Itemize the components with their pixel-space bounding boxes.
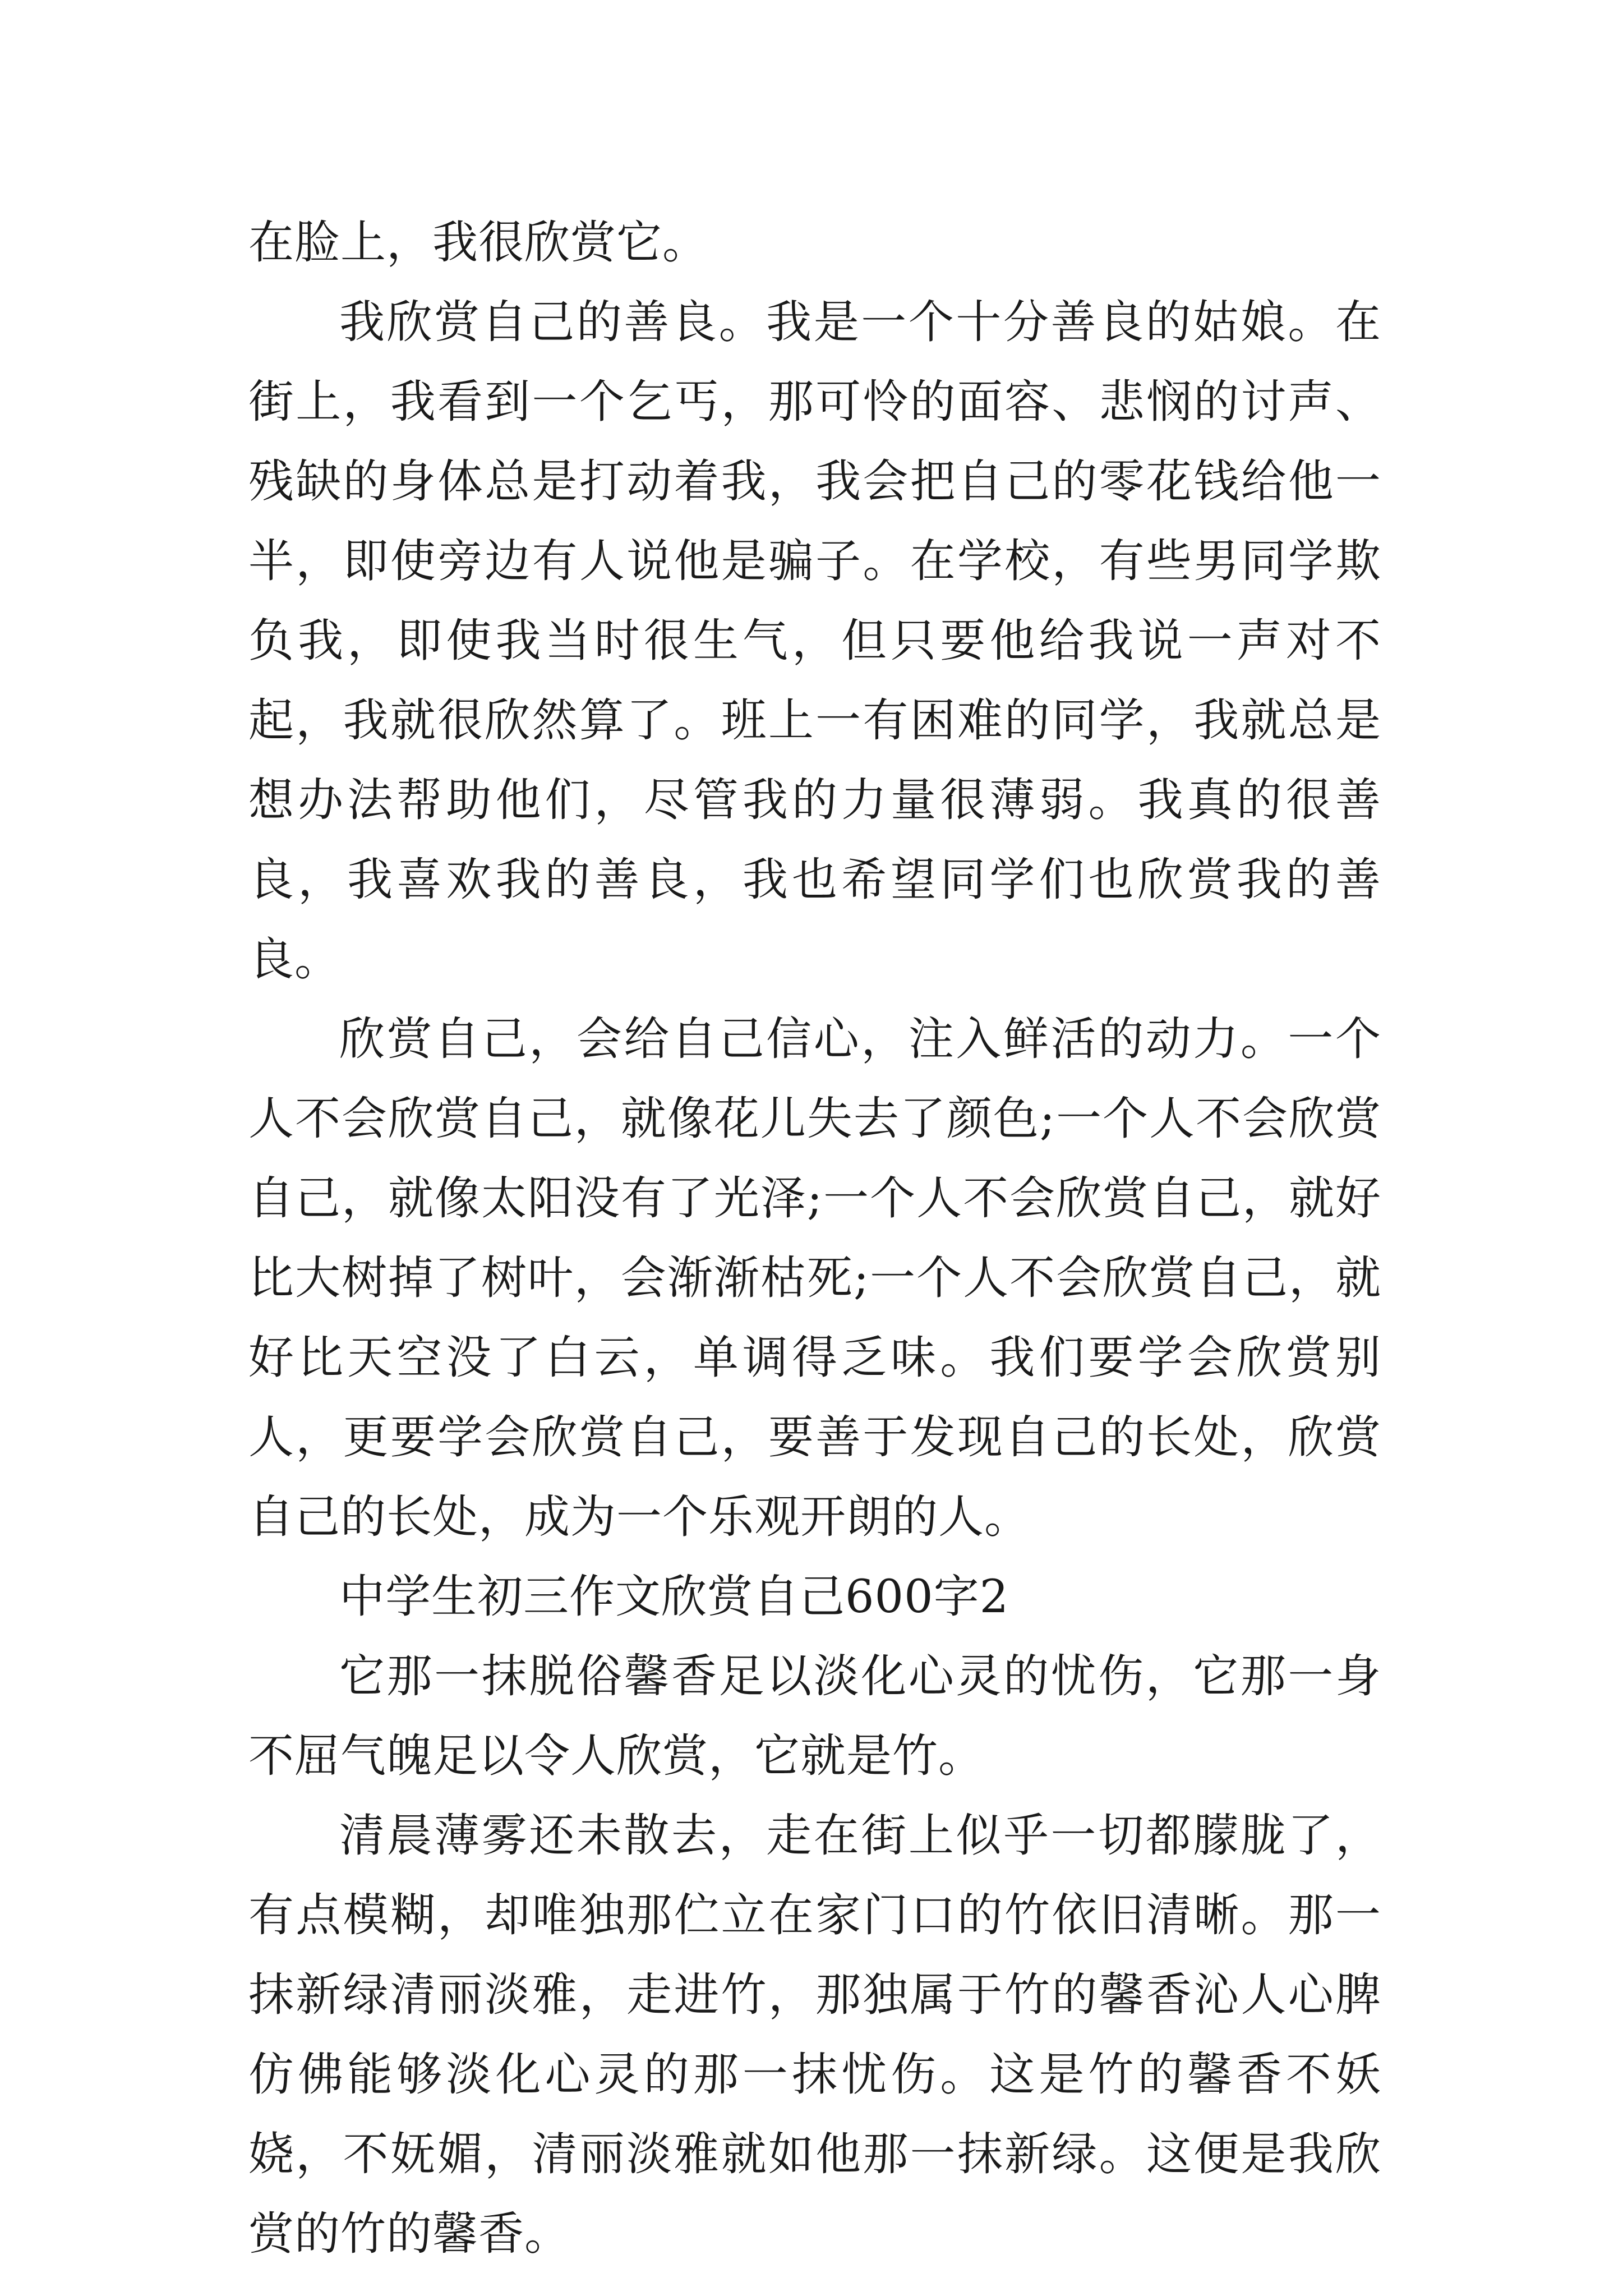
essay-title: 中学生初三作文欣赏自己600字2 [339, 1571, 1009, 1623]
paragraph-continuation: 在脸上，我很欣赏它。 [248, 217, 709, 269]
paragraph-bamboo-intro: 它那一抹脱俗馨香足以淡化心灵的忧伤，它那一身不屈气魄足以令人欣赏，它就是竹。 [248, 1650, 1381, 1783]
paragraph-bamboo-fragrance: 清晨薄雾还未散去，走在街上似乎一切都朦胧了，有点模糊，却唯独那伫立在家门口的竹依旧清晰。那一抹新绿清丽淡雅，走进竹，那独属于竹的馨香沁人心脾仿佛能够淡化心灵的那一抹忧伤。这是竹的馨香不妖娆，不妩媚，清丽淡雅就如他那一抹新绿。这便是我欣赏的竹的馨香。 [248, 1810, 1381, 2261]
document-body [248, 203, 1381, 2274]
paragraph-kindness: 我欣赏自己的善良。我是一个十分善良的姑娘。在街上，我看到一个乞丐，那可怜的面容、悲悯的讨声、残缺的身体总是打动着我，我会把自己的零花钱给他一半，即使旁边有人说他是骗子。在学校，有些男同学欺负我，即使我当时很生气，但只要他给我说一声对不起，我就很欣然算了。班上一有困难的同学，我就总是想办法帮助他们，尽管我的力量很薄弱。我真的很善良，我喜欢我的善良，我也希望同学们也欣赏我的善良。 [248, 296, 1381, 986]
paragraph-self-appreciation: 欣赏自己，会给自己信心，注入鲜活的动力。一个人不会欣赏自己，就像花儿失去了颜色;一个人不会欣赏自己，就像太阳没有了光泽;一个人不会欣赏自己，就好比大树掉了树叶，会渐渐枯死;一个人不会欣赏自己，就好比天空没了白云，单调得乏味。我们要学会欣赏别人，更要学会欣赏自己，要善于发现自己的长处，欣赏自己的长处，成为一个乐观开朗的人。 [248, 1013, 1381, 1544]
